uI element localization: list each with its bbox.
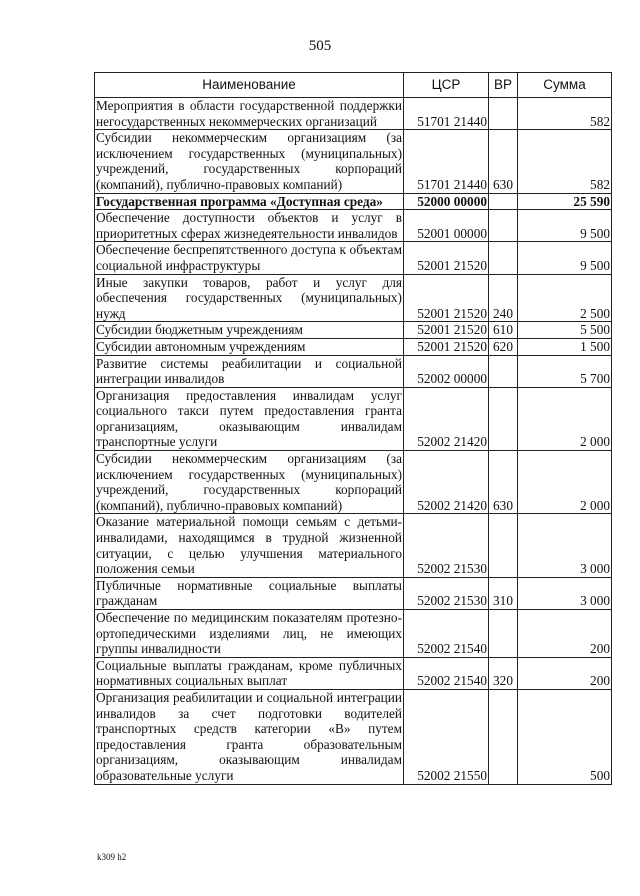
row-vr: [489, 387, 518, 450]
row-vr: 240: [489, 274, 518, 322]
row-name: Субсидии бюджетным учреждениям: [95, 322, 404, 339]
table-row: [95, 130, 612, 193]
row-csr: 52002 21420: [404, 451, 489, 514]
row-vr: [489, 610, 518, 658]
row-sum: 200: [518, 610, 612, 658]
row-csr: 52002 21540: [404, 610, 489, 658]
row-sum: 3 000: [518, 514, 612, 577]
row-vr: [489, 98, 518, 130]
row-csr: 52002 21420: [404, 387, 489, 450]
table-row: [95, 210, 612, 242]
header-name: Наименование: [95, 73, 404, 98]
table-row: [95, 577, 612, 609]
row-name: Мероприятия в области государственной поддержки негосударственных некоммерческих организаций: [96, 98, 402, 129]
table-row: [95, 657, 612, 689]
row-name: Оказание материальной помощи семьям с детьми-инвалидами, находящимся в трудной жизненной ситуации, с целью улучшения материального положения семьи: [96, 514, 402, 577]
row-vr: [489, 193, 518, 210]
table-row: [95, 514, 612, 577]
row-sum: 5 500: [518, 322, 612, 339]
table-row: [95, 451, 612, 514]
row-csr: 52000 00000: [404, 193, 489, 210]
row-name: Развитие системы реабилитации и социальной интеграции инвалидов: [96, 355, 402, 387]
row-vr: 610: [489, 322, 518, 339]
row-vr: [489, 355, 518, 387]
row-vr: [489, 210, 518, 242]
row-name: Иные закупки товаров, работ и услуг для обеспечения государственных (муниципальных) нужд: [96, 274, 402, 321]
row-name: Субсидии некоммерческим организациям (за исключением государственных (муниципальных) учреждений, государственных корпораций (компаний), публично-правовых компаний): [96, 451, 402, 513]
table-row: [95, 387, 612, 450]
row-sum: 2 000: [518, 451, 612, 514]
row-vr: [489, 514, 518, 577]
row-csr: 52001 21520: [404, 242, 489, 274]
table-row: [95, 193, 612, 210]
row-vr: 310: [489, 577, 518, 609]
row-sum: 1 500: [518, 338, 612, 355]
row-sum: 9 500: [518, 210, 612, 242]
table-row: [95, 355, 612, 387]
row-name: Субсидии автономным учреждениям: [95, 338, 404, 355]
row-csr: 52001 21520: [404, 338, 489, 355]
row-csr: 52001 21520: [404, 322, 489, 339]
row-name: Обеспечение по медицинским показателям протезно-ортопедическими изделиями лиц, не имеющих группы инвалидности: [96, 610, 402, 657]
row-vr: [489, 689, 518, 784]
row-csr: 51701 21440: [404, 98, 489, 130]
table-header-row: [95, 73, 612, 98]
header-vr: ВР: [489, 73, 518, 98]
table-row: [95, 689, 612, 784]
row-vr: 320: [489, 657, 518, 689]
row-name: Организация реабилитации и социальной интеграции инвалидов за счет подготовки водителей транспортных средств категории «В» путем предоставления гранта образовательным организациям, оказывающим инвалидам образовательные услуги: [96, 689, 402, 783]
row-vr: 620: [489, 338, 518, 355]
row-sum: 3 000: [518, 577, 612, 609]
table-row: [95, 610, 612, 658]
row-sum: 2 500: [518, 274, 612, 322]
row-vr: 630: [489, 130, 518, 193]
header-csr: ЦСР: [404, 73, 489, 98]
row-csr: 52002 21530: [404, 514, 489, 577]
row-sum: 9 500: [518, 242, 612, 274]
table-row: [95, 242, 612, 274]
row-csr: 52002 21540: [404, 657, 489, 689]
row-sum: 5 700: [518, 355, 612, 387]
row-name: Публичные нормативные социальные выплаты гражданам: [96, 577, 402, 609]
table-row: [95, 338, 612, 355]
table-row: [95, 274, 612, 322]
row-csr: 51701 21440: [404, 130, 489, 193]
row-csr: 52002 21530: [404, 577, 489, 609]
row-name: Обеспечение беспрепятственного доступа к объектам социальной инфраструктуры: [96, 242, 402, 273]
row-csr: 52002 21550: [404, 689, 489, 784]
row-csr: 52001 00000: [404, 210, 489, 242]
row-name: Субсидии некоммерческим организациям (за исключением государственных (муниципальных) учреждений, государственных корпораций (компаний), публично-правовых компаний): [96, 130, 402, 192]
row-sum: 500: [518, 689, 612, 784]
table-row: [95, 322, 612, 339]
row-name: Организация предоставления инвалидам услуг социального такси путем предоставления гранта организациям, оказывающим инвалидам транспортные услуги: [96, 387, 402, 450]
footer-code: k309 h2: [97, 852, 127, 862]
row-csr: 52002 00000: [404, 355, 489, 387]
table-row: [95, 98, 612, 130]
row-sum: 582: [518, 130, 612, 193]
budget-table: [94, 72, 612, 785]
row-vr: [489, 242, 518, 274]
row-name: Обеспечение доступности объектов и услуг в приоритетных сферах жизнедеятельности инвалидов: [96, 210, 402, 241]
row-sum: 2 000: [518, 387, 612, 450]
row-name: Государственная программа «Доступная среда»: [95, 193, 404, 210]
row-sum: 582: [518, 98, 612, 130]
row-name: Социальные выплаты гражданам, кроме публичных нормативных социальных выплат: [96, 657, 402, 689]
row-sum: 200: [518, 657, 612, 689]
header-sum: Сумма: [518, 73, 612, 98]
row-sum: 25 590: [518, 193, 612, 210]
page-number: 505: [308, 38, 332, 54]
row-csr: 52001 21520: [404, 274, 489, 322]
row-vr: 630: [489, 451, 518, 514]
table-body: [95, 98, 612, 785]
